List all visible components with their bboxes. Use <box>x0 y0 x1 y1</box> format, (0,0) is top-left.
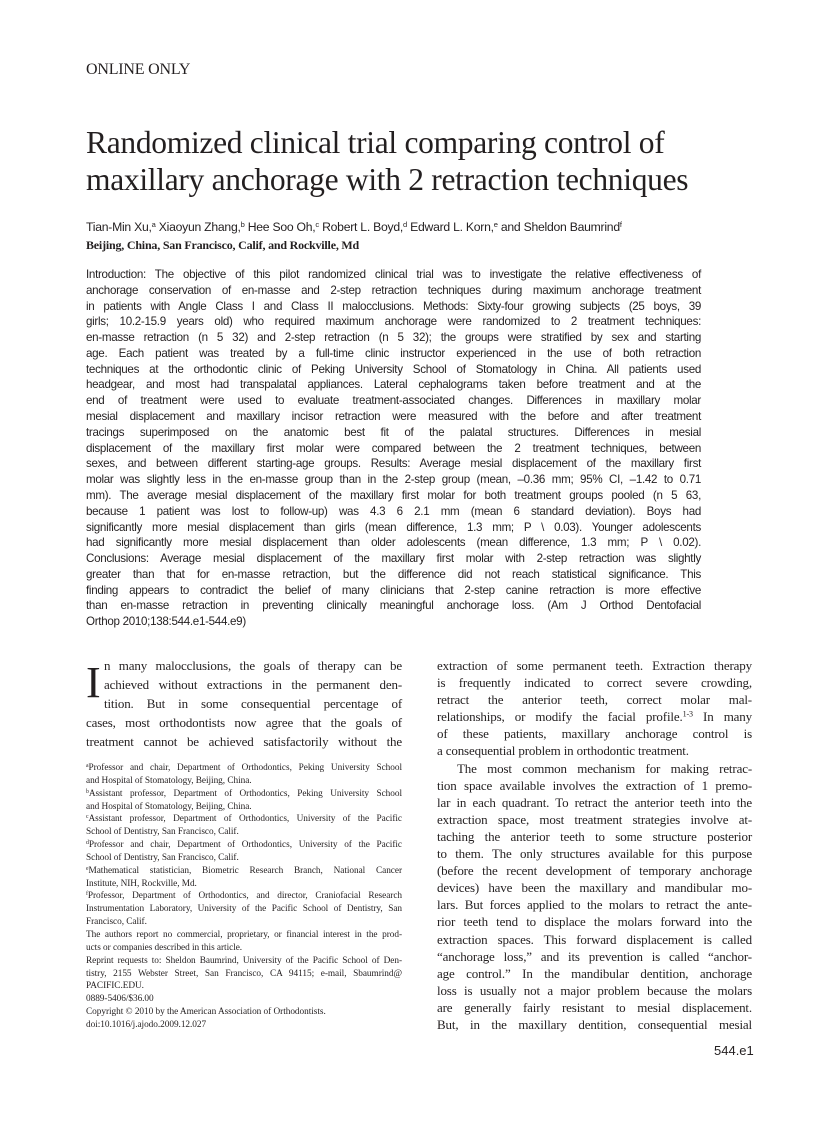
text-line: en-masse retraction (n 5 32) and 2-step retraction (n 5 32); the groups were stratified by sex and starting <box>86 331 701 345</box>
text-line: rior teeth tend to displace the molars forward into the <box>437 914 752 930</box>
text-line: School of Dentistry, San Francisco, Calif. <box>86 827 239 838</box>
text-line: molar was slightly less in the en-masse group than in the 2-step group (mean, –0.36 mm; 95% CI, –1.42 to 0.71 <box>86 473 701 487</box>
text-line: than en-masse retraction in preventing clinically meaningful anchorage loss. (Am J Orthod Dentofacial <box>86 599 701 613</box>
text-line: of these patients, maxillary anchorage control is <box>437 726 752 742</box>
text-line: n many malocclusions, the goals of therapy can be <box>104 658 402 673</box>
abstract <box>86 267 701 630</box>
text-line: anchorage conservation of en-masse and 2-step retraction techniques during maximum anchorage treatment <box>86 283 701 297</box>
author-name: Robert L. Boyd, <box>318 220 404 234</box>
drop-cap: I <box>86 658 101 707</box>
body-left-column <box>86 656 402 751</box>
text-line: taching the anterior teeth to some structure posterior <box>437 828 752 844</box>
text-line: are generally fairly resistant to mesial displacement. <box>437 999 752 1015</box>
text-line: PACIFIC.EDU. <box>86 981 144 992</box>
text-line <box>86 865 402 878</box>
text-span: Professor, Department of Orthodontics, and director, Craniofacial Research <box>87 891 402 902</box>
text-span: In many <box>692 709 752 725</box>
text-line: is frequently indicated to correct severe crowding, <box>437 675 752 691</box>
text-line: tistry, 2155 Webster Street, San Francisco, CA 94115; e-mail, Sbaumrind@ <box>86 968 402 979</box>
text-line <box>437 708 752 725</box>
author-affiliation-marker: d <box>403 219 407 229</box>
text-line: age control.” In the mandibular dentition, anchorage <box>437 965 752 981</box>
text-line: But, in the maxillary dentition, consequential mesial <box>437 1016 752 1032</box>
author-affiliation-marker: f <box>619 219 622 229</box>
text-line: Instrumentation Laboratory, University of the Pacific School of Dentistry, San <box>86 904 402 915</box>
text-span: relationships, or modify the facial profile. <box>437 709 683 725</box>
text-line: sexes, and between different starting-age groups. Results: Average mesial displacement of the maxillary first <box>86 457 701 471</box>
text-line: mm). The average mesial displacement of the maxillary first molar for both treatment groups pooled (n 5 63, <box>86 488 701 502</box>
author-name: Xiaoyun Zhang, <box>155 220 241 234</box>
text-line: extraction of some permanent teeth. Extraction therapy <box>437 658 752 673</box>
author-locations: Beijing, China, San Francisco, Calif, and Rockville, Md <box>86 238 360 252</box>
text-line: in patients with Angle Class I and Class II malocclusions. Methods: Sixty-four growing subjects (25 boys, 39 <box>86 299 701 313</box>
title-line: maxillary anchorage with 2 retraction techniques <box>86 162 689 197</box>
text-line: loss is usually not a major problem because the molars <box>437 982 752 998</box>
text-span: Mathematical statistician, Biometric Research Branch, National Cancer <box>88 865 402 876</box>
text-line <box>86 762 402 775</box>
text-line: techniques at the orthodontic clinic of Peking University School of Stomatology in China. All patients used <box>86 362 701 376</box>
text-line: girls; 10.2-15.9 years old) who required maximum anchorage were randomized to 2 treatment techniques: <box>86 315 701 329</box>
text-line: because 1 patient was lost to follow-up) was 4.3 6 2.1 mm (mean 6 standard deviation). Boys had <box>86 504 701 518</box>
text-line: finding appears to contradict the belief of many clinicians that 2-step canine retraction is more effective <box>86 583 701 597</box>
text-line: lars. But forces applied to the molars to retract the ante- <box>437 897 752 913</box>
text-line: cases, most orthodontists now agree that the goals of <box>86 715 402 730</box>
text-line: Conclusions: Average mesial displacement of the maxillary first molar with 2-step retraction was slightly <box>86 552 701 566</box>
text-span: Assistant professor, Department of Orthodontics, Peking University School <box>88 788 402 799</box>
author-name: and Sheldon Baumrind <box>497 220 620 234</box>
text-line: 0889-5406/$36.00 <box>86 994 154 1005</box>
text-line: end of treatment were used to evaluate treatment-associated changes. Differences in maxillary molar <box>86 394 701 408</box>
text-line: and Hospital of Stomatology, Beijing, China. <box>86 775 252 786</box>
text-line: Reprint requests to: Sheldon Baumrind, University of the Pacific School of Den- <box>86 955 402 966</box>
text-line: age. Each patient was treated by a full-time clinic instructor experienced in the use of both retraction <box>86 346 701 360</box>
author-affiliation-marker: a <box>151 219 156 229</box>
text-line: Francisco, Calif. <box>86 917 147 928</box>
text-line: ucts or companies described in this article. <box>86 942 243 953</box>
text-line: (before the recent development of temporary anchorage <box>437 863 752 879</box>
text-line: The authors report no commercial, proprietary, or financial interest in the prod- <box>86 929 402 940</box>
author-name: Tian-Min Xu, <box>86 220 152 234</box>
text-line: devices) have been the maxillary and mandibular mo- <box>437 880 752 896</box>
text-line: lar in each quadrant. To retract the anterior teeth into the <box>437 794 752 810</box>
text-line: had significantly more mesial displacement than older adolescents (mean difference, 1.3 mm; P \ 0.02). <box>86 536 701 550</box>
text-line: to them. The only structures available for this purpose <box>437 846 752 862</box>
text-line <box>86 788 402 801</box>
text-line: retract the anterior teeth, correct molar mal- <box>437 692 752 708</box>
text-span: Professor and chair, Department of Orthodontics, University of the Pacific <box>88 840 402 851</box>
text-line: doi:10.1016/j.ajodo.2009.12.027 <box>86 1019 207 1030</box>
text-line: a consequential problem in orthodontic treatment. <box>437 743 689 759</box>
text-line: mesial displacement and maxillary incisor retraction were measured with the before and after treatment <box>86 410 701 424</box>
text-span: Professor and chair, Department of Orthodontics, Peking University School <box>88 763 402 773</box>
text-line: “anchorage loss,” and its prevention is called “anchor- <box>437 948 752 964</box>
text-span: Assistant professor, Department of Orthodontics, University of the Pacific <box>88 814 402 825</box>
text-line: tion space available involves the extraction of 1 premo- <box>437 777 752 793</box>
text-line: tracings superimposed on the anatomic best fit of the palatal structures. Differences in mesial <box>86 425 701 439</box>
text-line: Copyright © 2010 by the American Association of Orthodontists. <box>86 1007 326 1018</box>
text-line <box>86 813 402 826</box>
superscript-marker: d <box>86 839 89 846</box>
footnotes <box>86 762 402 1032</box>
superscript-marker: 1-3 <box>682 709 693 719</box>
author-list <box>86 220 622 234</box>
superscript-marker: c <box>86 814 89 821</box>
text-line: School of Dentistry, San Francisco, Calif. <box>86 852 239 863</box>
superscript-marker: b <box>86 788 89 795</box>
text-line: headgear, and most had transpalatal appliances. Lateral cephalograms taken before treatment and at the <box>86 378 701 392</box>
author-name: Edward L. Korn, <box>406 220 494 234</box>
author-affiliation-marker: e <box>493 219 498 229</box>
text-line: displacement of the maxillary first molar were compared between the 2 treatment techniques, between <box>86 441 701 455</box>
author-affiliation-marker: b <box>240 219 245 229</box>
text-line: and Hospital of Stomatology, Beijing, China. <box>86 801 252 812</box>
text-line <box>86 890 402 903</box>
text-line: achieved without extractions in the permanent den- <box>104 677 402 692</box>
text-line <box>86 839 402 852</box>
text-line: Institute, NIH, Rockville, Md. <box>86 878 197 889</box>
author-name: Hee Soo Oh, <box>244 220 316 234</box>
text-line: treatment cannot be achieved satisfactorily without the <box>86 734 402 749</box>
text-line: Orthop 2010;138:544.e1-544.e9) <box>86 615 246 629</box>
text-line: greater than that for en-masse retraction, but the difference did not reach statistical significance. This <box>86 567 701 581</box>
superscript-marker: f <box>86 891 88 898</box>
author-affiliation-marker: c <box>315 219 319 229</box>
superscript-marker: e <box>86 865 89 872</box>
title-line: Randomized clinical trial comparing control of <box>86 125 665 160</box>
article-title <box>86 124 766 198</box>
text-line: significantly more mesial displacement than girls (mean difference, 1.3 mm; P \ 0.03). Younger adolescents <box>86 520 701 534</box>
text-line: extraction spaces. This forward displacement is called <box>437 931 752 947</box>
text-line: tition. But in some consequential percentage of <box>104 696 402 711</box>
page-number: 544.e1 <box>714 1043 754 1058</box>
body-right-column <box>437 657 752 1033</box>
text-line: The most common mechanism for making retrac- <box>457 760 752 776</box>
section-label: ONLINE ONLY <box>86 61 191 78</box>
text-line: extraction space, most treatment strategies involve at- <box>437 811 752 827</box>
text-line: Introduction: The objective of this pilot randomized clinical trial was to investigate the relative effectiveness of <box>86 268 701 281</box>
superscript-marker: a <box>86 762 89 769</box>
